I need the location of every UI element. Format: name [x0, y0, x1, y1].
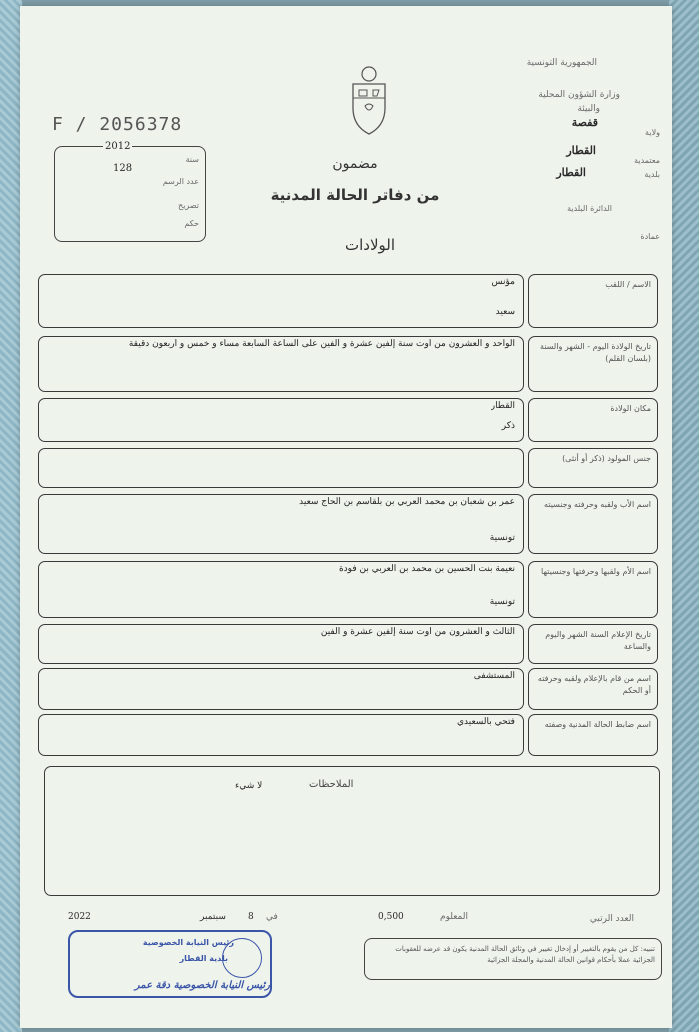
field-label: اسم الأم ولقبها وحرفتها وجنسيتها — [541, 567, 651, 576]
title-line1: مضمون — [332, 156, 378, 172]
remarks-value: لا شيء — [235, 781, 263, 791]
field-value-box — [38, 448, 524, 488]
field-label: تاريخ الولادة اليوم - الشهر والسنة (بلسان القلم) — [539, 342, 651, 363]
field-value-box — [38, 398, 524, 442]
field-label-box — [528, 561, 658, 618]
field-label: تاريخ الإعلام السنة الشهر واليوم والساعة — [545, 630, 651, 651]
field-value-box — [38, 624, 524, 664]
field-label-box — [528, 494, 658, 554]
field-label-box — [528, 668, 658, 710]
date-day: 8 — [248, 912, 254, 922]
field-value: عمر بن شعبان بن محمد العربي بن بلقاسم بن الحاج سعيد — [299, 497, 515, 507]
field-value-box — [38, 561, 524, 618]
field-label: الاسم / اللقب — [605, 280, 651, 289]
wilaya-value: قفصة — [571, 116, 598, 129]
date-year: 2022 — [68, 912, 91, 922]
decorative-border-left — [0, 0, 22, 1032]
field-label: مكان الولادة — [610, 404, 651, 413]
date-label: في — [266, 912, 278, 922]
field-value-2: ذكر — [501, 421, 515, 431]
register-hukm-label: حكم — [184, 219, 199, 228]
field-value: المستشفى — [473, 671, 515, 681]
field-label: اسم من قام بالإعلام ولقبه وحرفته أو الحكم — [537, 674, 651, 695]
serial-label: العدد الرتبي — [589, 914, 634, 924]
title-line2: من دفاتر الحالة المدنية — [270, 186, 440, 204]
field-value: الواحد و العشرون من أوت سنة إلفين عشرة و ألفين على الساعة السابعة مساء و خمس و أربعون دقيقة — [128, 339, 515, 349]
field-value-2: تونسية — [489, 597, 515, 607]
field-label: اسم ضابط الحالة المدنية وصفته — [544, 720, 651, 729]
field-label: اسم الأب ولقبه وحرفته وجنسيته — [543, 500, 651, 509]
field-label-box — [528, 398, 658, 442]
stamp-line1: رئيس النيابة الخصوصية — [142, 938, 234, 947]
serial-number: F / 2056378 — [52, 114, 183, 135]
field-value-2: تونسية — [489, 533, 515, 543]
field-value-box — [38, 714, 524, 756]
field-label-box — [528, 274, 658, 328]
fee-label: المعلوم — [440, 912, 468, 922]
register-year-label: سنة — [185, 155, 199, 164]
republic-label: الجمهورية التونسية — [526, 58, 597, 68]
field-label-box — [528, 624, 658, 664]
field-value-box — [38, 274, 524, 328]
ministry-label: وزارة الشؤون المحلية — [538, 90, 620, 100]
date-month: سبتمبر — [200, 912, 226, 922]
field-value: مؤنس — [491, 277, 515, 287]
wilaya-label: ولاية — [645, 128, 660, 137]
motamadia-label: معتمدية — [634, 156, 660, 165]
stamp-seal-icon — [222, 938, 262, 978]
field-value-box — [38, 336, 524, 392]
register-number: 128 — [113, 163, 133, 174]
remarks-box — [44, 766, 660, 896]
register-box — [54, 141, 206, 242]
notice-text: تنبيه: كل من يقوم بالتغيير أو إدخال تغيير في وثائق الحالة المدنية يكون قد عرضه للعقوبات الجزائية عملا بأحكام قوانين الحالة المدنية والمجلة الجزائية — [395, 945, 655, 964]
field-label-box — [528, 336, 658, 392]
register-tasrih-label: تصريح — [178, 201, 199, 210]
birth-certificate-document — [20, 6, 672, 1028]
field-value-box — [38, 494, 524, 554]
field-value: نعيمة بنت الحسين بن محمد بن العربي بن فودة — [338, 564, 515, 574]
signature-text: رئيس النيابة الخصوصية دقة عمر — [134, 980, 270, 991]
tunisia-emblem-icon — [345, 64, 393, 136]
decorative-border-right — [669, 0, 699, 1032]
field-value-box — [38, 668, 524, 710]
field-label-box — [528, 448, 658, 488]
baladia-value: القطار — [556, 166, 586, 179]
baladia-label: بلدية — [644, 170, 660, 179]
field-value: الثالث و العشرون من أوت سنة إلفين عشرة و ألفين — [320, 627, 515, 637]
remarks-label: الملاحظات — [309, 779, 354, 790]
field-label: جنس المولود (ذكر أو أنثى) — [562, 454, 651, 463]
field-value-2: سعيد — [495, 307, 515, 317]
motamadia-value: القطار — [566, 144, 596, 157]
field-value: القطار — [490, 401, 515, 411]
ministry-label-2: والبيئة — [577, 104, 600, 114]
title-line3: الولادات — [344, 236, 395, 254]
notice-box — [364, 938, 662, 980]
imada-label: عمادة — [640, 232, 660, 241]
fee-value: 0,500 — [378, 912, 404, 922]
stamp-line2: بلدية القطار — [179, 954, 228, 963]
daira-label: الدائرة البلدية — [567, 204, 612, 213]
register-year: 2012 — [105, 141, 131, 152]
field-label-box — [528, 714, 658, 756]
field-value: فتحي بالسعيدي — [456, 717, 515, 727]
register-num-label: عدد الرسم — [162, 177, 199, 186]
